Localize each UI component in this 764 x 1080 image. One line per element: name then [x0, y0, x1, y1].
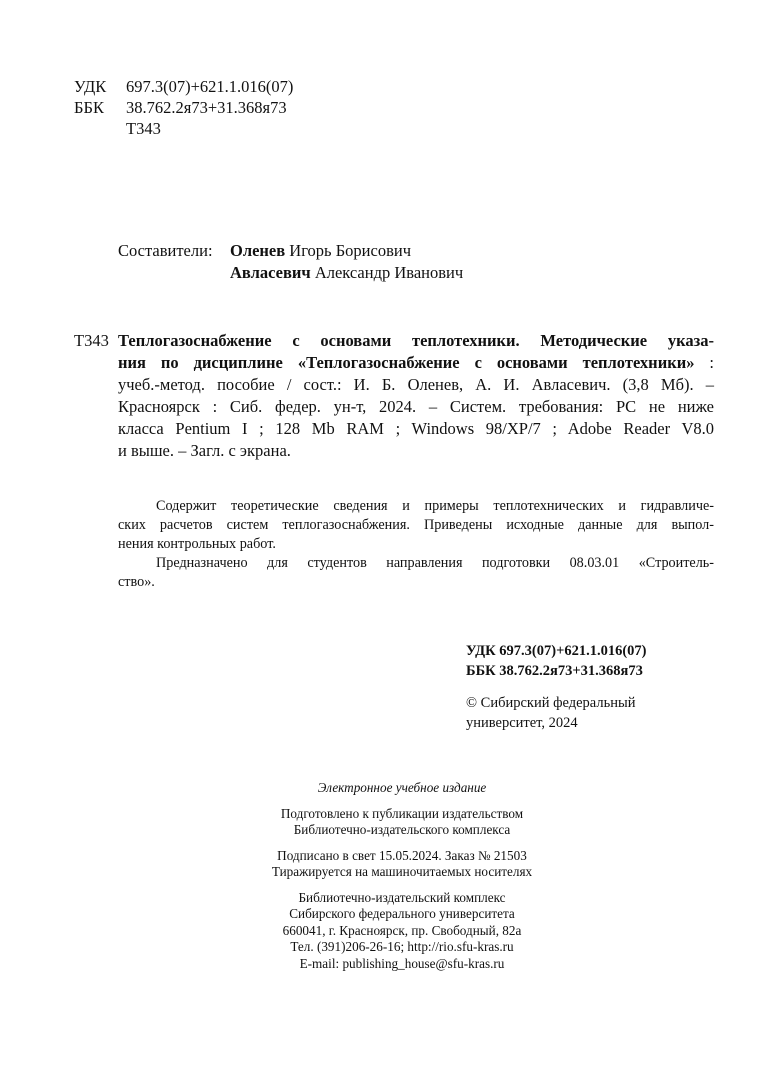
prepared-line-2: Библиотечно-издательского комплекса	[293, 822, 511, 837]
bbk-line	[74, 97, 293, 118]
compiler-row-2	[118, 262, 463, 284]
bbk-value: 38.762.2я73+31.368я73	[126, 98, 287, 117]
classification-codes	[74, 76, 293, 139]
edition-type: Электронное учебное издание	[317, 780, 487, 795]
publisher-phone-site: Тел. (391)206-26-16; http://rio.sfu-kras.ru	[290, 939, 514, 954]
publisher-address: 660041, г. Красноярск, пр. Свободный, 82а	[282, 922, 522, 938]
prepared-line-1: Подготовлено к публикации издательством	[280, 805, 524, 821]
imprint	[232, 780, 572, 972]
record-line-3: учеб.-метод. пособие / сост.: И. Б. Оленев, А. И. Авласевич. (3,8 Мб). –	[118, 375, 714, 394]
abstract-p2-line-1: Предназначено для студентов направления подготовки 08.03.01 «Строитель-	[156, 555, 714, 571]
compilers-block	[118, 240, 463, 284]
compiler-surname: Авласевич	[230, 263, 311, 282]
copyright	[466, 693, 635, 733]
abstract-p1-line-1: Содержит теоретические сведения и примеры теплотехнических и гидравличе-	[156, 498, 714, 514]
abstract-p2-line-2: ство».	[118, 574, 155, 590]
compiler-surname: Оленев	[230, 241, 286, 260]
copyright-line-2: университет, 2024	[466, 715, 578, 731]
udk-line	[74, 76, 293, 97]
record-title-line-2-tail: :	[694, 353, 714, 372]
record-line-6: и выше. – Загл. с экрана.	[118, 441, 291, 460]
publisher-email: E-mail: publishing_house@sfu-kras.ru	[299, 955, 505, 971]
bibliographic-record	[74, 330, 714, 462]
publisher-line-2: Сибирского федерального университета	[289, 906, 515, 921]
right-udk: УДК 697.3(07)+621.1.016(07)	[466, 643, 647, 659]
abstract	[118, 497, 714, 592]
publisher-line-1: Библиотечно-издательский комплекс	[298, 889, 506, 905]
record-mark: Т343	[74, 331, 109, 350]
bbk-label: ББК	[74, 98, 104, 117]
signed-line: Подписано в свет 15.05.2024. Заказ № 21503	[277, 847, 527, 863]
record-line-4: Красноярск : Сиб. федер. ун-т, 2024. – Систем. требования: PC не ниже	[118, 397, 714, 416]
author-mark: Т343	[126, 119, 161, 138]
record-title-line-2-text: ния по дисциплине «Теплогазоснабжение с основами теплотехники»	[118, 353, 695, 372]
replicated-line: Тиражируется на машиночитаемых носителях	[271, 864, 533, 879]
record-title-line-2	[118, 352, 714, 374]
right-bbk: ББК 38.762.2я73+31.368я73	[466, 663, 643, 679]
compiler-given-name: Игорь Борисович	[289, 241, 412, 260]
copyright-line-1: © Сибирский федеральный	[466, 695, 636, 711]
abstract-p1-line-2: ских расчетов систем теплогазоснабжения. Приведены исходные данные для выпол-	[118, 517, 714, 533]
record-title-line-1: Теплогазоснабжение с основами теплотехники. Методические указа-	[118, 331, 714, 350]
udk-label: УДК	[74, 77, 107, 96]
author-mark-line	[74, 118, 293, 139]
compiler-given-name: Александр Иванович	[314, 263, 464, 282]
compilers-label: Составители:	[118, 241, 213, 260]
right-classification-codes	[466, 641, 647, 681]
compiler-row-1	[118, 240, 463, 262]
udk-value: 697.3(07)+621.1.016(07)	[126, 77, 294, 96]
abstract-p1-line-3: нения контрольных работ.	[118, 536, 276, 552]
record-line-5: класса Pentium I ; 128 Mb RAM ; Windows 98/XP/7 ; Adobe Reader V8.0	[118, 419, 714, 438]
